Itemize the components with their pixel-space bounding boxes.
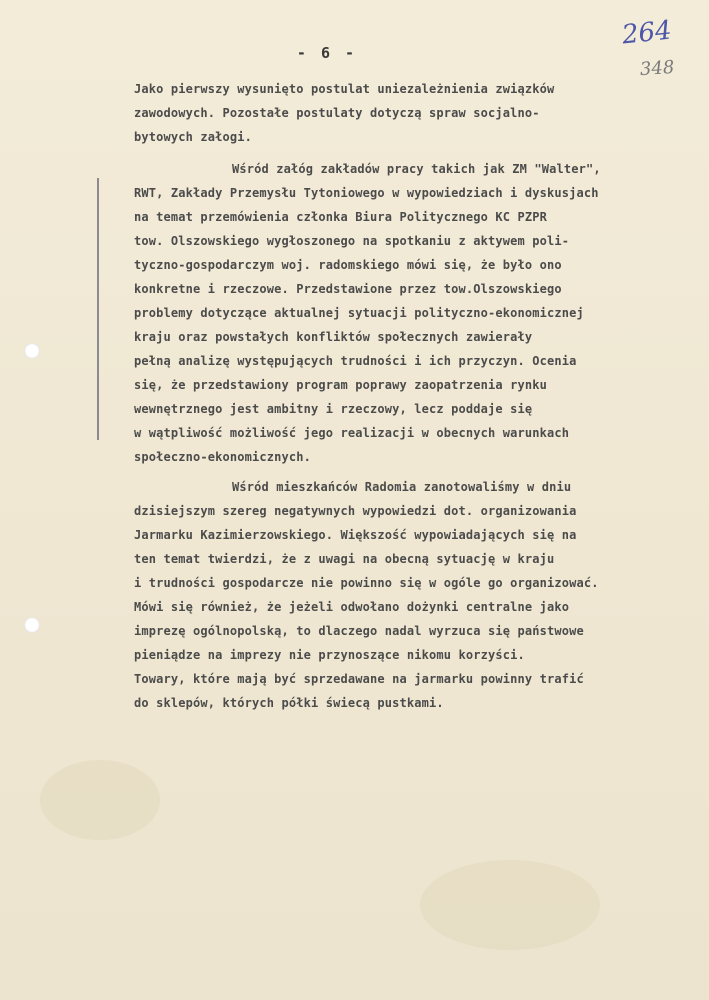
text-line: pełną analizę występujących trudności i ich przyczyn. Ocenia <box>134 354 577 368</box>
text-line: Jako pierwszy wysunięto postulat uniezależnienia związków <box>134 82 555 96</box>
text-line: bytowych załogi. <box>134 130 252 144</box>
punch-hole <box>24 617 40 633</box>
margin-line <box>97 178 99 440</box>
text-line: tow. Olszowskiego wygłoszonego na spotkaniu z aktywem poli- <box>134 234 570 248</box>
text-line: kraju oraz powstałych konfliktów społecznych zawierały <box>134 330 533 344</box>
text-line: Jarmarku Kazimierzowskiego. Większość wypowiadających się na <box>134 528 577 542</box>
text-line: RWT, Zakłady Przemysłu Tytoniowego w wypowiedziach i dyskusjach <box>134 186 599 200</box>
text-line: konkretne i rzeczowe. Przedstawione przez tow.Olszowskiego <box>134 282 562 296</box>
text-line: społeczno-ekonomicznych. <box>134 450 311 464</box>
paper-stain <box>420 860 600 950</box>
page-number: - 6 - <box>296 44 358 62</box>
text-line: na temat przemówienia członka Biura Politycznego KC PZPR <box>134 210 547 224</box>
text-line: Towary, które mają być sprzedawane na jarmarku powinny trafić <box>134 672 584 686</box>
text-line: pieniądze na imprezy nie przynoszące nikomu korzyści. <box>134 648 525 662</box>
archive-number: 264 <box>620 15 674 51</box>
text-line: wewnętrznego jest ambitny i rzeczowy, lecz poddaje się <box>134 402 533 416</box>
text-line: w wątpliwość możliwość jego realizacji w obecnych warunkach <box>134 426 570 440</box>
text-line: się, że przedstawiony program poprawy zaopatrzenia rynku <box>134 378 547 392</box>
text-line: imprezę ogólnopolską, to dlaczego nadal wyrzuca się państwowe <box>134 624 584 638</box>
text-line: ten temat twierdzi, że z uwagi na obecną sytuację w kraju <box>134 552 555 566</box>
text-line: Wśród załóg zakładów pracy takich jak ZM "Walter", <box>232 162 601 176</box>
text-line: zawodowych. Pozostałe postulaty dotyczą spraw socjalno- <box>134 106 540 120</box>
archive-number-old: 348 <box>639 56 676 81</box>
text-line: Mówi się również, że jeżeli odwołano dożynki centralne jako <box>134 600 570 614</box>
text-line: Wśród mieszkańców Radomia zanotowaliśmy w dniu <box>232 480 572 494</box>
paper-stain <box>40 760 160 840</box>
text-line: i trudności gospodarcze nie powinno się w ogóle go organizować. <box>134 576 599 590</box>
text-line: dzisiejszym szereg negatywnych wypowiedzi dot. organizowania <box>134 504 577 518</box>
text-line: do sklepów, których półki świecą pustkami. <box>134 696 444 710</box>
text-line: problemy dotyczące aktualnej sytuacji polityczno-ekonomicznej <box>134 306 584 320</box>
text-line: tyczno-gospodarczym woj. radomskiego mówi się, że było ono <box>134 258 562 272</box>
punch-hole <box>24 343 40 359</box>
